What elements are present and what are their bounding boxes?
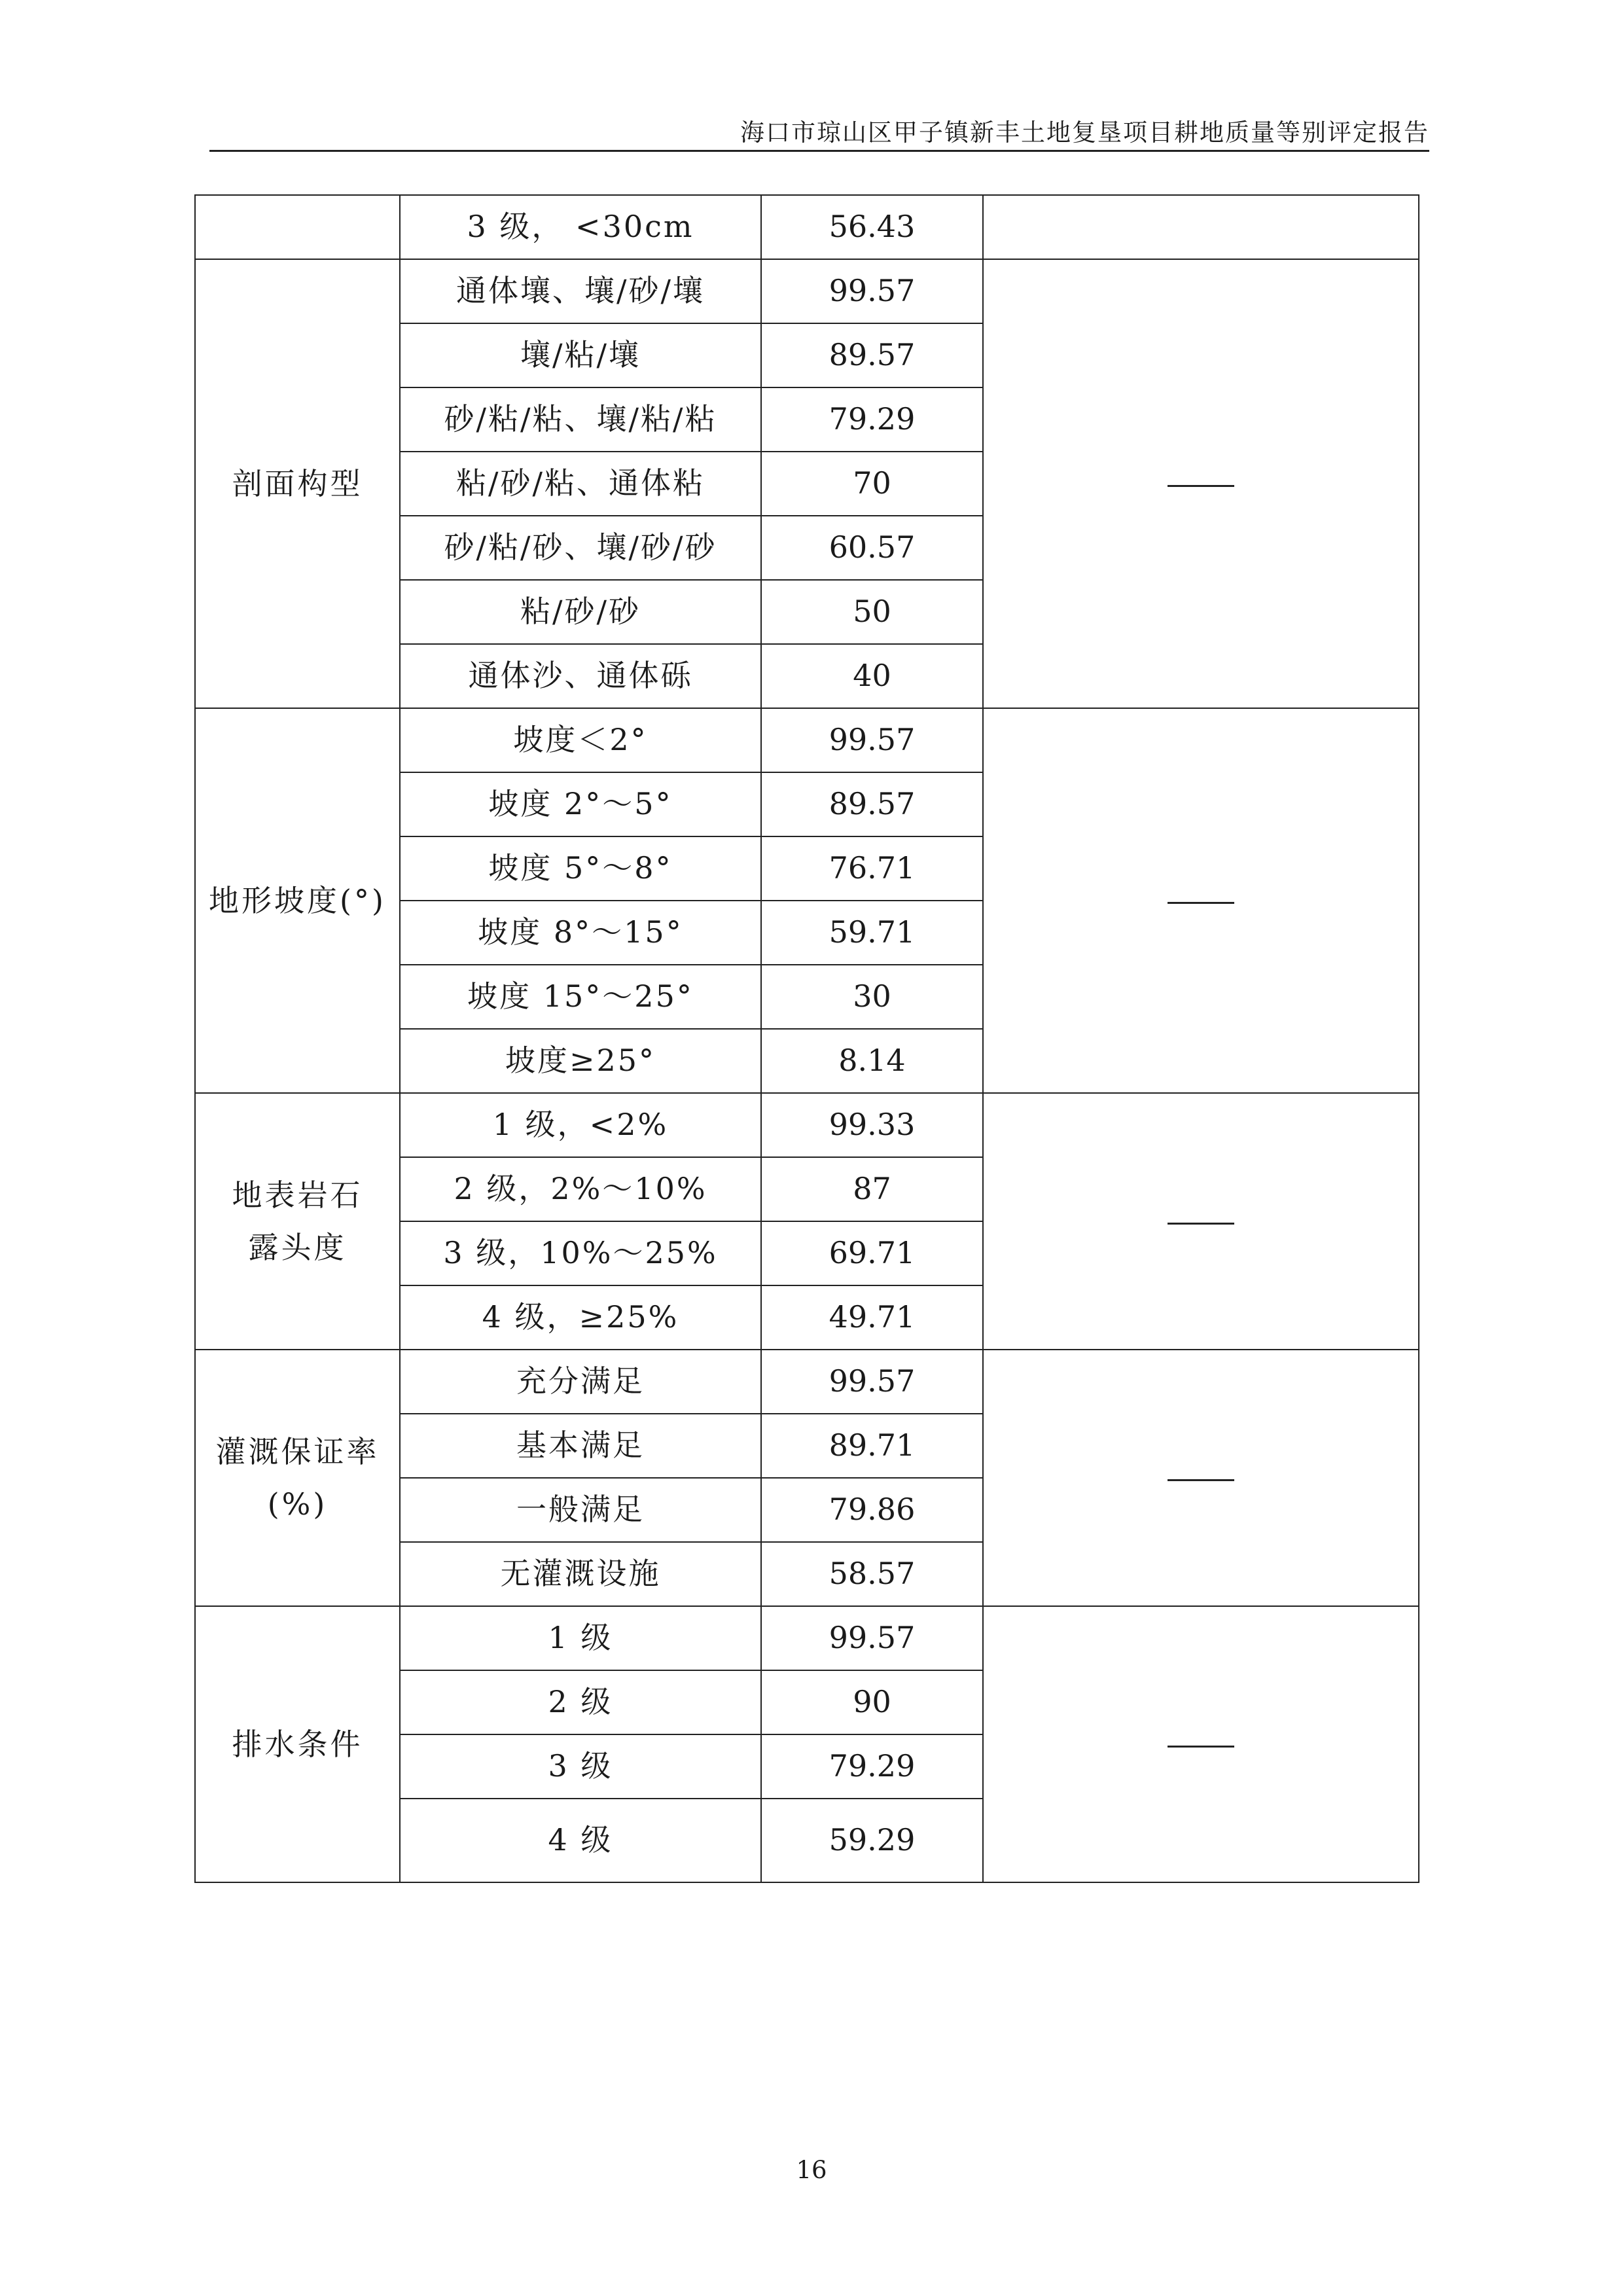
score-cell: 99.57 xyxy=(761,259,983,323)
remark-cell xyxy=(983,1606,1419,1882)
score-cell: 76.71 xyxy=(761,836,983,901)
score-cell: 8.14 xyxy=(761,1029,983,1093)
condition-cell: 粘/砂/粘、通体粘 xyxy=(400,452,761,516)
factor-label: 地表岩石 露头度 xyxy=(195,1093,400,1350)
score-cell: 69.71 xyxy=(761,1221,983,1285)
factor-label: 剖面构型 xyxy=(195,259,400,708)
remark-cell xyxy=(983,708,1419,1093)
condition-cell: 坡度 2°～5° xyxy=(400,772,761,836)
table-row xyxy=(195,708,1419,772)
condition-cell: 坡度≥25° xyxy=(400,1029,761,1093)
condition-cell: 3 级，10%～25% xyxy=(400,1221,761,1285)
em-dash-mark xyxy=(1168,1479,1234,1481)
score-cell: 50 xyxy=(761,580,983,644)
score-cell: 99.33 xyxy=(761,1093,983,1157)
score-cell: 99.57 xyxy=(761,708,983,772)
score-cell: 70 xyxy=(761,452,983,516)
condition-cell: 壤/粘/壤 xyxy=(400,323,761,387)
factor-label: 排水条件 xyxy=(195,1606,400,1882)
condition-cell: 基本满足 xyxy=(400,1414,761,1478)
page-number: 16 xyxy=(796,2156,827,2184)
score-cell: 87 xyxy=(761,1157,983,1221)
grading-table xyxy=(194,194,1419,1883)
score-cell: 89.71 xyxy=(761,1414,983,1478)
score-cell: 49.71 xyxy=(761,1285,983,1350)
factor-label: 地形坡度(°) xyxy=(195,708,400,1093)
condition-cell: 1 级，<2% xyxy=(400,1093,761,1157)
em-dash-mark xyxy=(1168,902,1234,904)
remark-cell xyxy=(983,1093,1419,1350)
factor-cell-empty xyxy=(195,195,400,259)
table-row xyxy=(195,1093,1419,1157)
condition-cell: 通体沙、通体砾 xyxy=(400,644,761,708)
score-cell: 99.57 xyxy=(761,1606,983,1670)
condition-cell: 3 级 xyxy=(400,1734,761,1799)
score-cell: 90 xyxy=(761,1670,983,1734)
condition-cell: 4 级，≥25% xyxy=(400,1285,761,1350)
condition-cell: 4 级 xyxy=(400,1799,761,1882)
condition-cell: 通体壤、壤/砂/壤 xyxy=(400,259,761,323)
factor-label: 灌溉保证率 (%) xyxy=(195,1350,400,1606)
running-header: 海口市琼山区甲子镇新丰土地复垦项目耕地质量等别评定报告 xyxy=(740,118,1429,147)
condition-cell: 2 级 xyxy=(400,1670,761,1734)
score-cell: 89.57 xyxy=(761,323,983,387)
em-dash-mark xyxy=(1168,1223,1234,1225)
condition-cell: 坡度 8°～15° xyxy=(400,901,761,965)
condition-cell: 坡度 5°～8° xyxy=(400,836,761,901)
condition-cell: 坡度＜2° xyxy=(400,708,761,772)
condition-cell: 3 级， <30cm xyxy=(400,195,761,259)
condition-cell: 砂/粘/粘、壤/粘/粘 xyxy=(400,387,761,452)
score-cell: 58.57 xyxy=(761,1542,983,1606)
condition-cell: 充分满足 xyxy=(400,1350,761,1414)
condition-cell: 1 级 xyxy=(400,1606,761,1670)
note-cell-empty xyxy=(983,195,1419,259)
condition-cell: 坡度 15°～25° xyxy=(400,965,761,1029)
em-dash-mark xyxy=(1168,485,1234,487)
score-cell: 40 xyxy=(761,644,983,708)
remark-cell xyxy=(983,1350,1419,1606)
condition-cell: 一般满足 xyxy=(400,1478,761,1542)
score-cell: 79.86 xyxy=(761,1478,983,1542)
table-row xyxy=(195,1350,1419,1414)
header-divider xyxy=(209,150,1429,152)
table-row xyxy=(195,1606,1419,1670)
score-cell: 89.57 xyxy=(761,772,983,836)
score-cell: 30 xyxy=(761,965,983,1029)
table-row xyxy=(195,195,1419,259)
score-cell: 60.57 xyxy=(761,516,983,580)
score-cell: 56.43 xyxy=(761,195,983,259)
remark-cell xyxy=(983,259,1419,708)
condition-cell: 砂/粘/砂、壤/砂/砂 xyxy=(400,516,761,580)
score-cell: 99.57 xyxy=(761,1350,983,1414)
condition-cell: 2 级，2%～10% xyxy=(400,1157,761,1221)
em-dash-mark xyxy=(1168,1746,1234,1748)
table-row xyxy=(195,259,1419,323)
score-cell: 59.29 xyxy=(761,1799,983,1882)
score-cell: 59.71 xyxy=(761,901,983,965)
score-cell: 79.29 xyxy=(761,1734,983,1799)
condition-cell: 无灌溉设施 xyxy=(400,1542,761,1606)
score-cell: 79.29 xyxy=(761,387,983,452)
condition-cell: 粘/砂/砂 xyxy=(400,580,761,644)
